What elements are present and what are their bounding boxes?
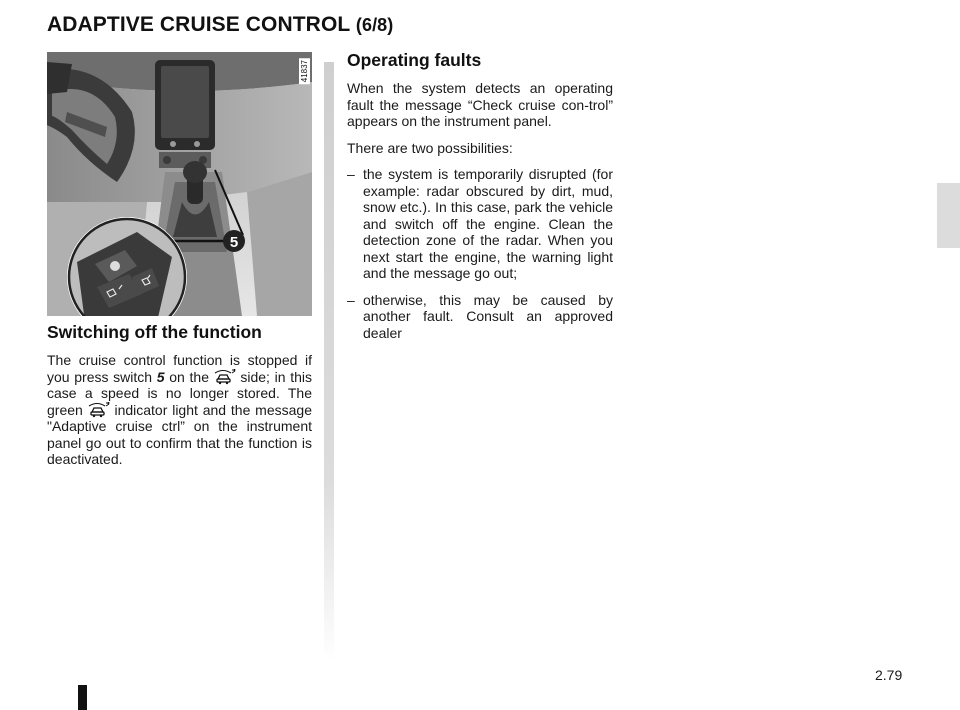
- figure-reference-number: 41837: [300, 60, 309, 83]
- list-dash: –: [347, 166, 355, 182]
- list-dash: –: [347, 291, 355, 308]
- switching-off-text-4: indicator light and the message "Adaptive cruise ctrl” on the instrument panel go out to confirm that the function is deactivated.: [47, 401, 312, 467]
- list-item: [347, 292, 613, 342]
- switching-off-paragraph: [47, 352, 312, 468]
- dashboard-illustration: [47, 52, 312, 316]
- switching-off-text-2: on the: [164, 368, 214, 385]
- column-divider: [324, 62, 334, 662]
- car-radar-indicator-icon: [88, 402, 110, 418]
- list-item-text: the system is temporarily disrupted (for example: radar obscured by dirt, mud, snow etc.). In this case, park the vehicle and switch off the engine. Clean the detection zone of the radar. When you next start the engine, the warning light and the message go out;: [363, 166, 613, 281]
- figure-callout-number: 5: [229, 234, 239, 251]
- operating-faults-heading: Operating faults: [347, 50, 482, 70]
- page-title: [47, 13, 393, 37]
- page-part-indicator: (6/8): [355, 15, 394, 35]
- list-item: [347, 166, 613, 282]
- page-number: 2.79: [875, 667, 903, 683]
- operating-faults-intro: When the system detects an operating fault the message “Check cruise con-trol” appears on the instrument panel.: [347, 80, 613, 129]
- page-title-text: ADAPTIVE CRUISE CONTROL: [47, 13, 350, 36]
- list-item-text: otherwise, this may be caused by another fault. Consult an approved dealer: [363, 291, 613, 341]
- switch-reference: 5: [156, 368, 165, 385]
- crop-mark: [78, 685, 87, 710]
- switching-off-text-3: side; in this case a speed is no longer stored. The green: [47, 368, 313, 418]
- fault-list: [347, 166, 613, 341]
- car-radar-icon: [214, 369, 236, 385]
- switching-off-text-1: The cruise control function is stopped if you press switch: [47, 352, 312, 385]
- switching-off-section: [47, 320, 312, 478]
- dashboard-drawing: [47, 52, 312, 316]
- operating-faults-section: [347, 50, 613, 351]
- possibilities-text: There are two possibilities:: [347, 139, 513, 156]
- section-thumb-tab: [937, 183, 960, 248]
- switching-off-heading: Switching off the function: [47, 322, 262, 342]
